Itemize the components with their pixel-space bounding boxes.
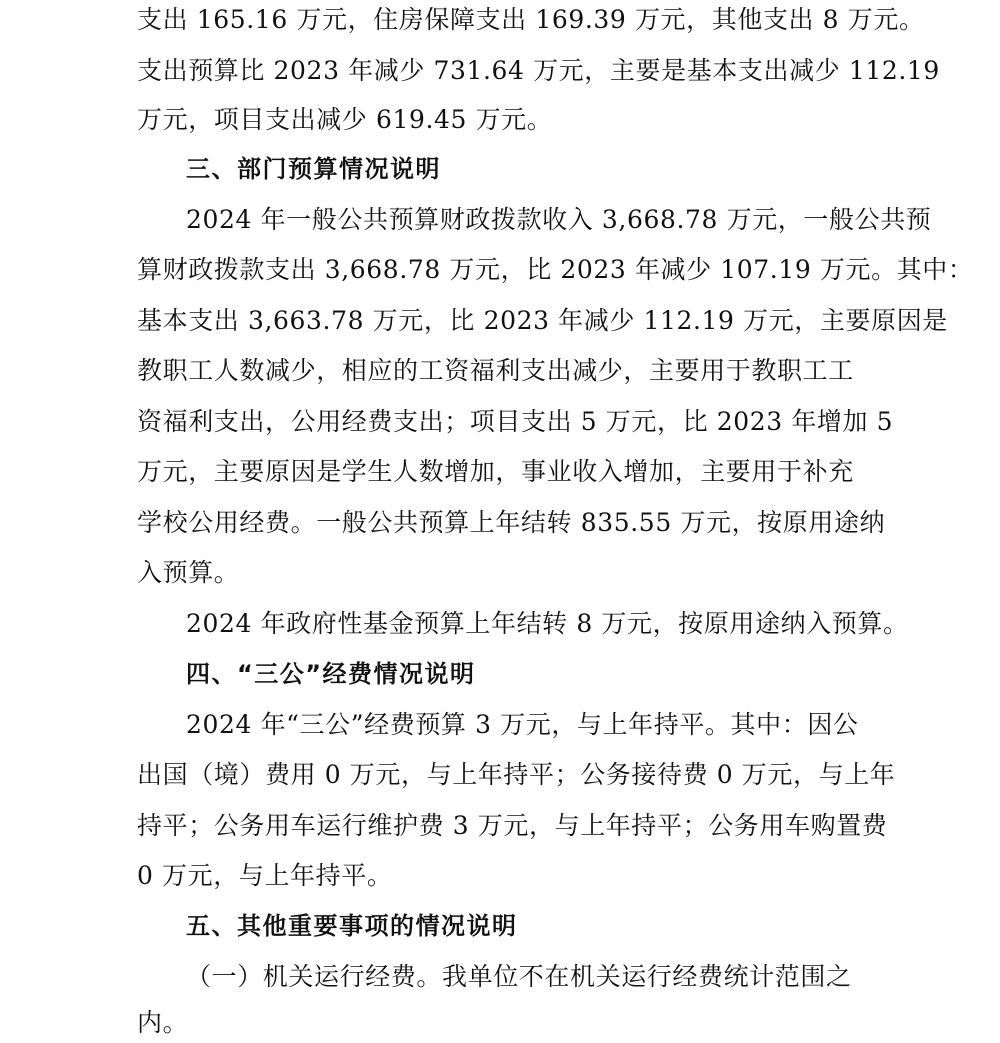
section-heading: 五、其他重要事项的情况说明 — [186, 912, 518, 940]
text-line: 万元，项目支出减少 619.45 万元。 — [137, 105, 553, 134]
section-heading: 四、“三公”经费情况说明 — [186, 660, 476, 688]
text-line: 算财政拨款支出 3,668.78 万元，比 2023 年减少 107.19 万元。其中： — [137, 255, 974, 284]
paragraph-first-line: 2024 年政府性基金预算上年结转 8 万元，按原用途纳入预算。 — [186, 609, 909, 638]
paragraph-first-line: （一）机关运行经费。我单位不在机关运行经费统计范围之 — [186, 962, 852, 991]
text-line: 持平；公务用车运行维护费 3 万元，与上年持平；公务用车购置费 — [137, 811, 888, 840]
text-line: 资福利支出，公用经费支出；项目支出 5 万元，比 2023 年增加 5 — [137, 407, 894, 436]
text-line: 支出预算比 2023 年减少 731.64 万元，主要是基本支出减少 112.19 — [137, 56, 940, 85]
text-line: 0 万元，与上年持平。 — [137, 861, 393, 890]
text-line: 基本支出 3,663.78 万元，比 2023 年减少 112.19 万元，主要原因是 — [137, 306, 948, 335]
text-line: 入预算。 — [137, 558, 240, 587]
paragraph-first-line: 2024 年“三公”经费预算 3 万元，与上年持平。其中：因公 — [186, 710, 859, 739]
text-line: 教职工人数减少，相应的工资福利支出减少，主要用于教职工工 — [137, 356, 854, 385]
text-line: 万元，主要原因是学生人数增加，事业收入增加，主要用于补充 — [137, 457, 854, 486]
text-line: 学校公用经费。一般公共预算上年结转 835.55 万元，按原用途纳 — [137, 508, 886, 537]
text-line: 出国（境）费用 0 万元，与上年持平；公务接待费 0 万元，与上年 — [137, 760, 896, 789]
section-heading: 三、部门预算情况说明 — [186, 155, 441, 183]
paragraph-first-line: 2024 年一般公共预算财政拨款收入 3,668.78 万元，一般公共预 — [186, 205, 932, 234]
text-line: 支出 165.16 万元，住房保障支出 169.39 万元，其他支出 8 万元。 — [137, 5, 925, 34]
text-line: 内。 — [137, 1008, 189, 1037]
